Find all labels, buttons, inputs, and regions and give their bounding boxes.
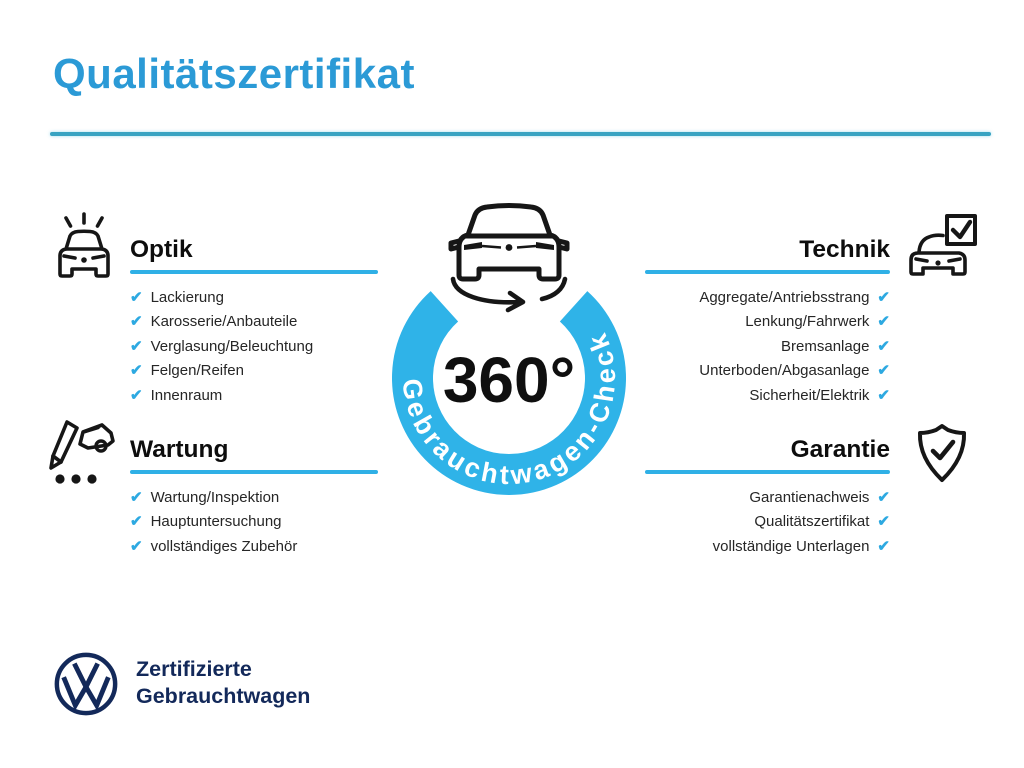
checklist-item	[130, 510, 378, 535]
check-icon: ✔	[130, 313, 143, 330]
section-underline	[645, 470, 890, 474]
section-underline	[645, 270, 890, 274]
checklist-item-label: Lackierung	[150, 288, 224, 306]
check-icon: ✔	[877, 313, 890, 330]
checklist-item-label: Aggregate/Antriebsstrang	[699, 288, 870, 306]
checklist-item-label: Sicherheit/Elektrik	[749, 386, 870, 404]
checklist-item-label: Bremsanlage	[781, 337, 870, 355]
checklist-item-label: Qualitätszertifikat	[754, 513, 870, 530]
checklist-item	[130, 286, 378, 311]
checklist-item	[645, 359, 890, 384]
section-title: Wartung	[130, 436, 229, 463]
section-title: Garantie	[790, 436, 890, 463]
checklist-item	[645, 510, 890, 535]
check-icon: ✔	[877, 362, 890, 379]
check-icon: ✔	[877, 288, 890, 306]
checklist-item	[130, 310, 378, 335]
checklist-item	[645, 486, 890, 511]
checklist-item-label: Verglasung/Beleuchtung	[150, 337, 314, 355]
footer-brand-line2: Gebrauchtwagen	[136, 684, 311, 708]
section-underline	[130, 470, 378, 474]
shield-check-icon	[910, 418, 974, 488]
360-check-badge	[383, 193, 635, 525]
check-icon: ✔	[130, 513, 143, 530]
check-icon: ✔	[130, 488, 143, 506]
footer-brand-text	[136, 656, 310, 710]
section-title: Technik	[799, 236, 890, 263]
checklist-item-label: Garantienachweis	[749, 488, 870, 506]
section-garantie	[645, 436, 890, 559]
checklist-item-label: Unterboden/Abgasanlage	[699, 362, 870, 379]
check-icon: ✔	[877, 537, 890, 555]
check-icon: ✔	[877, 513, 890, 530]
checklist	[130, 486, 378, 560]
checklist	[130, 286, 378, 409]
badge-ring-label: Gebrauchtwagen-Check	[396, 327, 622, 491]
vw-logo	[52, 650, 120, 718]
car-shine-icon	[42, 206, 126, 290]
checklist-item-label: Felgen/Reifen	[150, 362, 244, 379]
check-icon: ✔	[877, 337, 890, 355]
check-icon: ✔	[130, 337, 143, 355]
checklist-item	[130, 384, 378, 409]
check-icon: ✔	[130, 362, 143, 379]
checklist-item-label: Karosserie/Anbauteile	[150, 313, 298, 330]
header-divider	[50, 132, 991, 136]
checklist	[645, 486, 890, 560]
checklist-item	[645, 535, 890, 560]
footer-brand-line1: Zertifizierte	[136, 657, 252, 681]
checklist-item-label: Hauptuntersuchung	[150, 513, 282, 530]
section-wartung	[130, 436, 378, 559]
section-optik	[130, 236, 378, 408]
pencil-van-icon	[40, 410, 126, 496]
checklist-item	[645, 286, 890, 311]
car-checkbox-icon	[901, 208, 985, 292]
checklist-item	[645, 335, 890, 360]
checklist-item	[645, 310, 890, 335]
checklist-item-label: Lenkung/Fahrwerk	[745, 313, 870, 330]
checklist-item	[130, 335, 378, 360]
check-icon: ✔	[877, 488, 890, 506]
section-technik	[645, 236, 890, 408]
checklist-item-label: Innenraum	[150, 386, 223, 404]
car-rotation-icon	[451, 206, 567, 311]
checklist-item	[130, 535, 378, 560]
checklist-item	[645, 384, 890, 409]
checklist-item-label: vollständige Unterlagen	[712, 537, 870, 555]
checklist-item	[130, 359, 378, 384]
check-icon: ✔	[130, 288, 143, 306]
check-icon: ✔	[877, 386, 890, 404]
badge-degree-label: 360°	[442, 344, 576, 416]
checklist-item-label: vollständiges Zubehör	[150, 537, 298, 555]
check-icon: ✔	[130, 537, 143, 555]
checklist-item	[130, 486, 378, 511]
check-icon: ✔	[130, 386, 143, 404]
checklist	[645, 286, 890, 409]
checklist-item-label: Wartung/Inspektion	[150, 488, 280, 506]
section-underline	[130, 270, 378, 274]
page-title: Qualitätszertifikat	[53, 50, 415, 97]
section-title: Optik	[130, 236, 193, 263]
